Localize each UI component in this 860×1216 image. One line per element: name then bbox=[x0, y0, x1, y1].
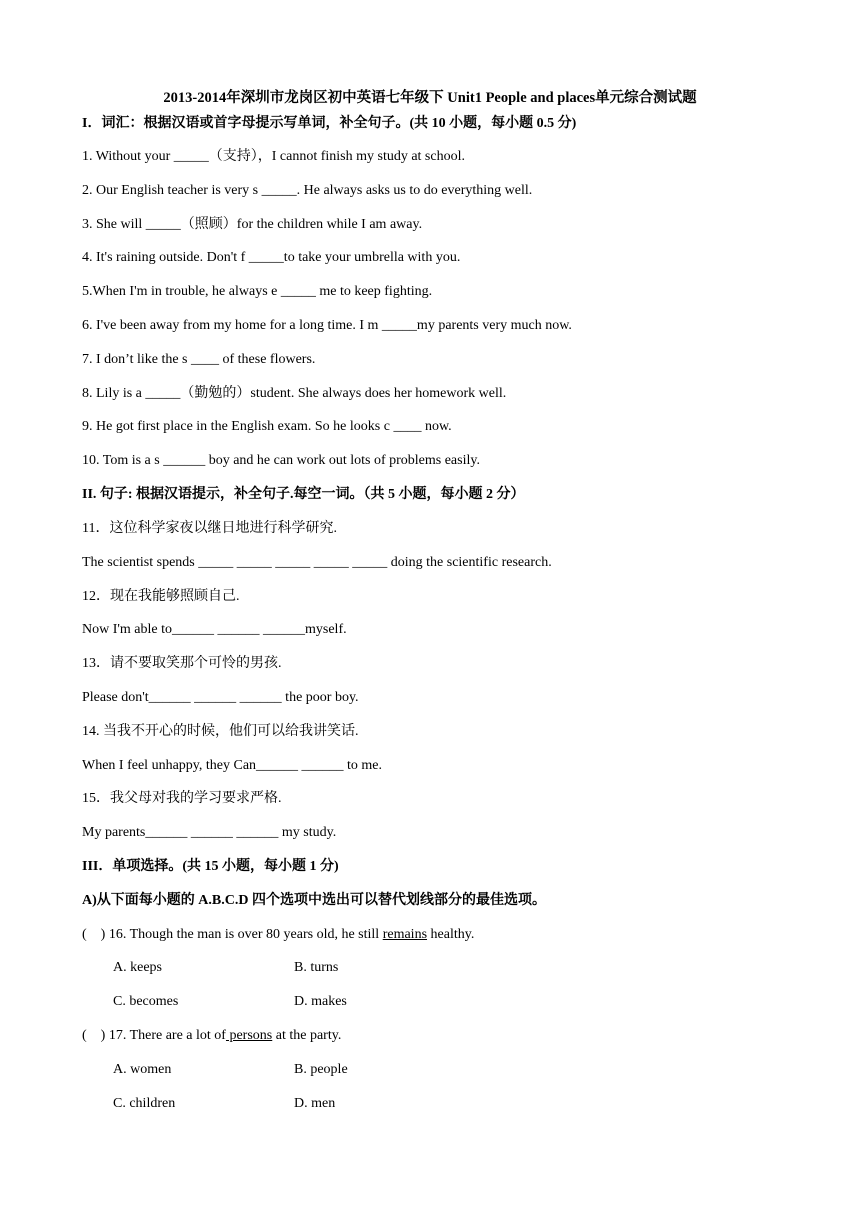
section-1-heading: I．词汇：根据汉语或首字母提示写单词，补全句子。(共 10 小题，每小题 0.5 分) bbox=[82, 116, 577, 131]
question-16-option-b: B. turns bbox=[294, 960, 339, 975]
question-17-option-a: A. women bbox=[113, 1062, 172, 1077]
question-17-option-b: B. people bbox=[294, 1062, 348, 1077]
question-17-option-c: C. children bbox=[113, 1096, 176, 1111]
question-16-option-a: A. keeps bbox=[113, 960, 162, 975]
vocab-item-6: 6. I've been away from my home for a long time. I m _____my parents very much now. bbox=[82, 318, 572, 333]
question-16-option-c: C. becomes bbox=[113, 994, 179, 1009]
vocab-item-9: 9. He got first place in the English exam. So he looks c ____ now. bbox=[82, 419, 452, 434]
vocab-item-3: 3. She will _____（照顾）for the children while I am away. bbox=[82, 217, 423, 232]
sentence-14-english: When I feel unhappy, they Can______ ______ to me. bbox=[82, 758, 383, 773]
question-17-option-d: D. men bbox=[294, 1096, 336, 1111]
question-16-stem-end: healthy. bbox=[427, 927, 475, 942]
question-16-option-d: D. makes bbox=[294, 994, 347, 1009]
sentence-12-english: Now I'm able to______ ______ ______myself. bbox=[82, 622, 347, 637]
sentence-15-chinese: 15．我父母对我的学习要求严格. bbox=[82, 791, 282, 806]
sentence-14-chinese: 14. 当我不开心的时候，他们可以给我讲笑话. bbox=[82, 724, 359, 739]
section-3-heading: III．单项选择。(共 15 小题，每小题 1 分) bbox=[82, 859, 339, 874]
vocab-item-7: 7. I don’t like the s ____ of these flowers. bbox=[82, 352, 316, 367]
sentence-13-chinese: 13．请不要取笑那个可怜的男孩. bbox=[82, 656, 282, 671]
sentence-12-chinese: 12．现在我能够照顾自己. bbox=[82, 589, 240, 604]
section-2-heading: II. 句子: 根据汉语提示，补全句子.每空一词。（共 5 小题，每小题 2 分） bbox=[82, 487, 525, 502]
vocab-item-4: 4. It's raining outside. Don't f _____to take your umbrella with you. bbox=[82, 250, 461, 265]
question-16 bbox=[82, 925, 474, 945]
question-16-stem: ( ) 16. Though the man is over 80 years old, he still bbox=[82, 927, 383, 942]
section-3-subheading: A)从下面每小题的 A.B.C.D 四个选项中选出可以替代划线部分的最佳选项。 bbox=[82, 893, 546, 908]
question-17-underlined-word: persons bbox=[225, 1028, 273, 1043]
question-17-stem: ( ) 17. There are a lot of bbox=[82, 1028, 226, 1043]
question-17 bbox=[82, 1026, 341, 1046]
sentence-13-english: Please don't______ ______ ______ the poor boy. bbox=[82, 690, 359, 705]
sentence-15-english: My parents______ ______ ______ my study. bbox=[82, 825, 337, 840]
vocab-item-1: 1. Without your _____（支持），I cannot finish my study at school. bbox=[82, 149, 465, 164]
vocab-item-8: 8. Lily is a _____（勤勉的）student. She always does her homework well. bbox=[82, 386, 507, 401]
vocab-item-5: 5.When I'm in trouble, he always e _____ me to keep fighting. bbox=[82, 284, 433, 299]
document-title: 2013-2014年深圳市龙岗区初中英语七年级下 Unit1 People and places单元综合测试题 bbox=[163, 90, 697, 106]
vocab-item-2: 2. Our English teacher is very s _____. He always asks us to do everything well. bbox=[82, 183, 533, 198]
question-17-stem-end: at the party. bbox=[272, 1028, 342, 1043]
vocab-item-10: 10. Tom is a s ______ boy and he can work out lots of problems easily. bbox=[82, 453, 480, 468]
sentence-11-chinese: 11．这位科学家夜以继日地进行科学研究. bbox=[82, 521, 337, 536]
sentence-11-english: The scientist spends _____ _____ _____ _____ _____ doing the scientific research. bbox=[82, 555, 552, 570]
question-16-underlined-word: remains bbox=[382, 927, 428, 942]
